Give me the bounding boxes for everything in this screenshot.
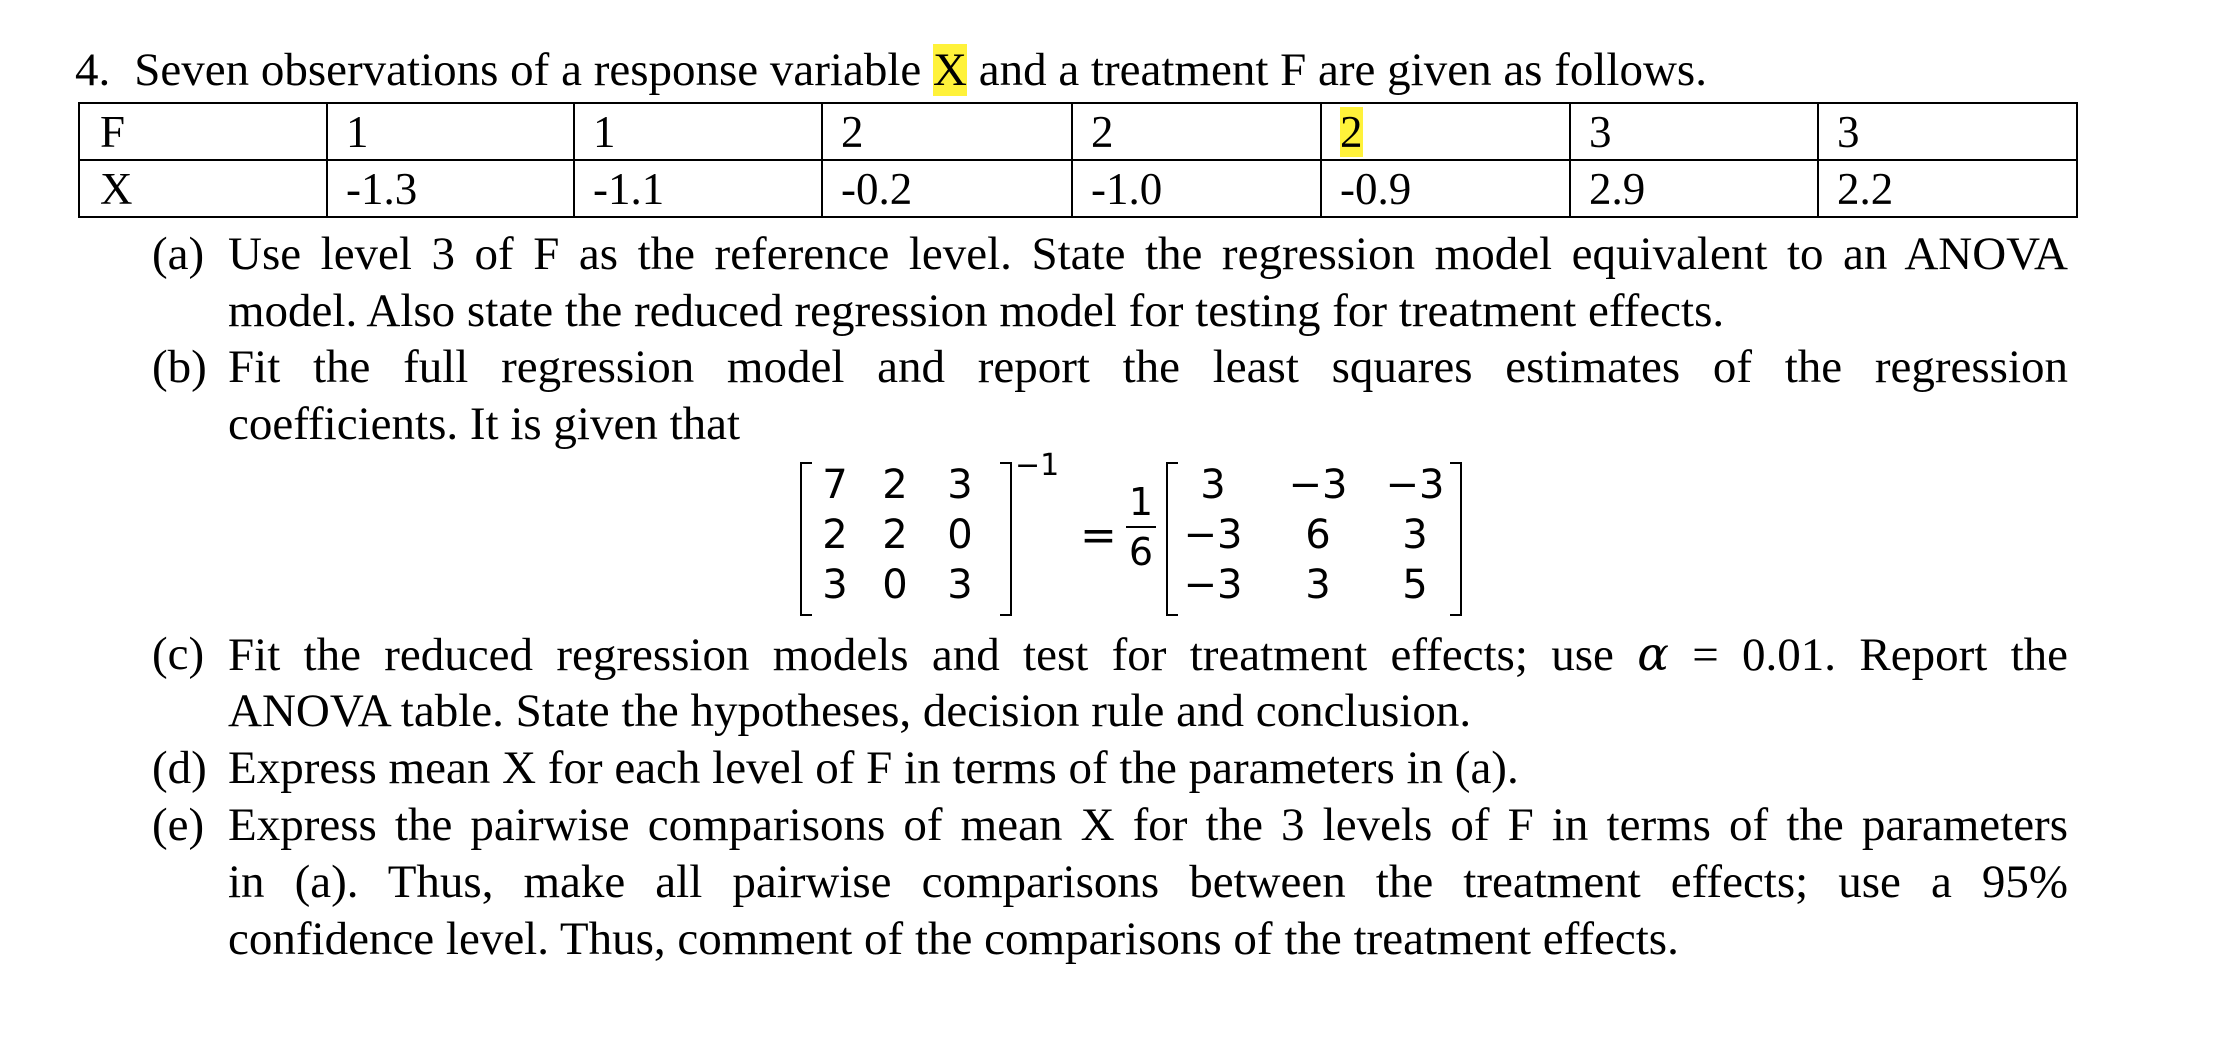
- matrix-cell: −3: [1183, 562, 1243, 608]
- matrix-cell: 2: [822, 512, 848, 558]
- right-matrix-open-bracket: [1166, 462, 1178, 616]
- table-cell: 1: [327, 103, 574, 160]
- left-matrix-close-bracket: [1000, 462, 1012, 616]
- table-cell: -1.0: [1072, 160, 1321, 217]
- part-c: [152, 626, 2068, 684]
- matrix-cell: 3: [1305, 562, 1331, 608]
- part-e-line3: confidence level. Thus, comment of the comparisons of the treatment effects.: [228, 913, 1679, 965]
- table-cell: -0.9: [1321, 160, 1570, 217]
- matrix-cell: 2: [882, 462, 908, 508]
- table-cell: -0.2: [822, 160, 1072, 217]
- matrix-cell: −3: [1183, 512, 1243, 558]
- part-a-line2: model. Also state the reduced regression model for testing for treatment effects.: [228, 285, 1725, 337]
- part-d-label: (d): [152, 742, 207, 794]
- table-row-f: [79, 103, 2077, 160]
- matrix-cell: 3: [1200, 462, 1226, 508]
- matrix-cell: 2: [882, 512, 908, 558]
- table-cell: -1.3: [327, 160, 574, 217]
- row-label-x: X: [79, 160, 327, 217]
- highlighted-value: 2: [1340, 106, 1363, 157]
- table-cell: -1.1: [574, 160, 822, 217]
- fraction-bar: [1126, 526, 1156, 528]
- table-cell: 1: [574, 103, 822, 160]
- table-cell: 2: [822, 103, 1072, 160]
- question-stem: [75, 42, 1707, 98]
- matrix-cell: 3: [947, 562, 973, 608]
- fraction-denominator: 6: [1128, 530, 1154, 574]
- row-label-f: F: [79, 103, 327, 160]
- stem-text-before: Seven observations of a response variable: [134, 44, 922, 96]
- part-c-line1: [228, 626, 2068, 684]
- fraction-numerator: 1: [1128, 480, 1154, 524]
- equals-sign: =: [1080, 510, 1117, 561]
- data-table: [78, 102, 2078, 218]
- part-c-text-after: = 0.01. Report the: [1692, 629, 2069, 681]
- part-c-line2: ANOVA table. State the hypotheses, decision rule and conclusion.: [228, 685, 1472, 737]
- table-cell: 3: [1818, 103, 2077, 160]
- fraction-one-sixth: [1126, 480, 1156, 574]
- part-e: [152, 797, 2068, 854]
- part-d: [152, 740, 2068, 797]
- matrix-cell: 3: [1402, 512, 1428, 558]
- part-b-line1: Fit the full regression model and report the least squares estimates of the regression: [228, 341, 2068, 393]
- table-cell: 2: [1072, 103, 1321, 160]
- part-e-line1: Express the pairwise comparisons of mean X for the 3 levels of F in terms of the parameters: [228, 799, 2068, 851]
- part-e-line2: in (a). Thus, make all pairwise comparisons between the treatment effects; use a 95%: [228, 856, 2068, 908]
- table-row-x: [79, 160, 2077, 217]
- matrix-cell: 0: [947, 512, 973, 558]
- part-a-label: (a): [152, 228, 205, 280]
- alpha-symbol: α: [1637, 627, 1669, 682]
- matrix-cell: 5: [1402, 562, 1428, 608]
- part-a-line1: Use level 3 of F as the reference level. State the regression model equivalent to an ANOVA: [228, 228, 2068, 280]
- matrix-cell: 0: [882, 562, 908, 608]
- part-a: [152, 226, 2068, 283]
- table-cell: 3: [1570, 103, 1818, 160]
- inverse-exponent: −1: [1015, 448, 1060, 483]
- matrix-cell: −3: [1385, 462, 1445, 508]
- part-b-line2: coefficients. It is given that: [228, 398, 741, 450]
- matrix-cell: 3: [947, 462, 973, 508]
- table-cell-highlighted: [1321, 103, 1570, 160]
- part-e-label: (e): [152, 799, 205, 851]
- stem-text-after: and a treatment F are given as follows.: [978, 44, 1707, 96]
- matrix-equation: [790, 448, 1490, 632]
- part-c-text-before: Fit the reduced regression models and test for treatment effects; use: [228, 629, 1614, 681]
- highlighted-variable: X: [933, 44, 967, 96]
- part-b: [152, 339, 2068, 396]
- matrix-cell: 7: [822, 462, 848, 508]
- matrix-cell: 3: [822, 562, 848, 608]
- question-number: 4.: [75, 44, 111, 96]
- table-cell: 2.9: [1570, 160, 1818, 217]
- matrix-cell: −3: [1288, 462, 1348, 508]
- part-c-label: (c): [152, 628, 205, 680]
- part-b-label: (b): [152, 341, 207, 393]
- table-cell: 2.2: [1818, 160, 2077, 217]
- part-d-line1: Express mean X for each level of F in terms of the parameters in (a).: [228, 742, 1519, 794]
- matrix-cell: 6: [1305, 512, 1331, 558]
